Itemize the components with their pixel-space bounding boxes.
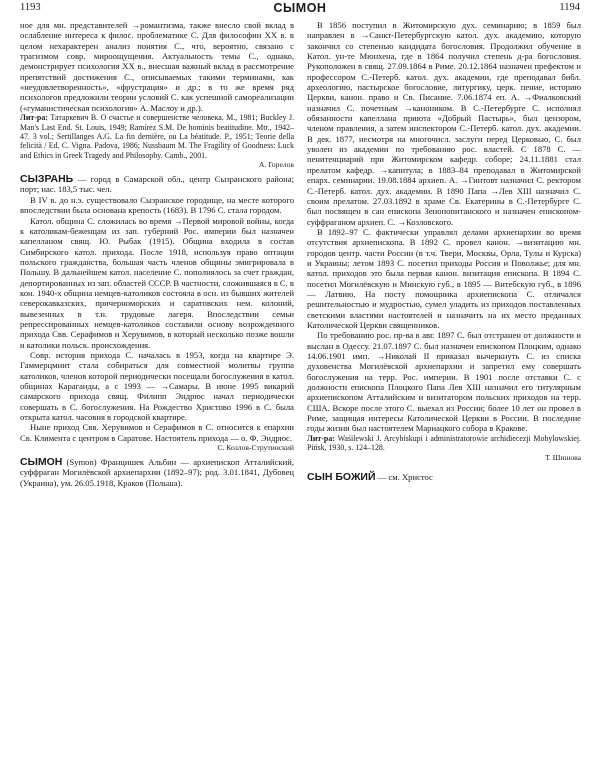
literature-text: Waśilewski J. Arcybiskupi i administratorowie archidiecezji Mohylowskiej. Pińsk, 1930, s. 124–128. <box>307 433 581 453</box>
paragraph: В IV в. до н.э. существовало Сызранское городище, на месте которого впоследствии была основана крепость (1683). В 1796 С. стала городом. <box>20 194 294 216</box>
author-signature: А. Горелов <box>258 160 294 170</box>
left-column <box>20 20 294 488</box>
entry-headword: СЫН БОЖИЙ <box>307 470 376 483</box>
paragraph: В 1892–97 С. фактически управлял делами архиепархии во время отсутствия архиепископа. В 1892 С. провел канон. →визитацию мн. городов центр. части России (в т.ч. Твери, Москвы, Орла, Тулы и Курска) и Украины; летом 1893 С. посетил приходы Россия и Поволжье; для мн. катол. приходов это была первая канон. визитация епископа. В 1894 С. посетил Могилёвскую и Минскую губ., в 1895 — Витебскую губ., в 1896 — Латвию. На посту помощника архиепископа С. отличался решительностью и мудростью, сумел уладить из приходов поставленных светскими властями настоятелей и назначить на их место преданных Католической Церкви священников. <box>307 226 581 330</box>
paragraph: Совр. история прихода С. началась в 1953, когда на квартире Э. Гаммерцмиит стала собираться для совместной молитвы группа католиков, членов которой периодически посещали богослужения в катол. общинах Караганды, а с 1993 — →Самары. В июне 1995 викарий самарского прихода свящ. Филипп Эндрюс начал периодически совершать в С. богослужения. На Рождество Христово 1996 в С. была открыта катол. часовня в городской квартире. <box>20 349 294 423</box>
author-signature: С. Козлов-Струтинский <box>217 443 294 453</box>
entry-symon <box>20 457 294 488</box>
entry-syn-bozhiy <box>307 472 581 482</box>
author-signature: Т. Шишова <box>545 452 581 462</box>
entry-definition: (Symon) Францишек Альбин — архиепископ Атталийский, суффраган Могилёвской архиепархии (1892–97); род. 3.01.1841, Дубовец (Украина), ум. 26.05.1918, Краков (Польша). <box>20 457 294 488</box>
paragraph: По требованию рос. пр-ва в авг. 1897 С. был отстранен от должности и выслан в Одессу. 21.07.1897 С. был назначен епископом Плоцким, однако 14.06.1901 имп. →Николай II приказал вычеркнуть С. из списка духовенства Могилёвской архиепархии и запретил ему совершать богослужения на терр. Рос. империи. В 1901 после отставки С. с должности епископа Плоцкого Папа Лев XIII назначил его титулярным архиепископом Атталийским и визитатором польских приходов на терр. США. Вскоре после этого С. выехал из России; более 10 лет он провел в Риме, защищая интересы Католической Церкви в России. В последние годы жизни был настоятелем Мариацкого собора в Кракове. <box>307 330 581 434</box>
right-column <box>307 20 581 482</box>
running-head: СЫМОН <box>273 1 327 15</box>
paragraph: Катол. община С. сложилась во время →Первой мировой войны, когда к католикам-беженцам из зап. губерний Рос. империи был назначен капелланом свящ. Ю. Рыбак (1915). Община входила в состав Симбирского катол. прихода. После 1918, используя право оптации польского гражданства, большая часть членов общины эмигрировала в Польшу. В дальнейшем катол. население С. пополнялось за счет граждан, депортированных из зап. областей СССР. В частности, сложившаяся в С. в кон. 1940-х община немцев-католиков состояла в осн. из бывших жителей северокавказских, причерноморских и саратовских нем. колоний, вывезенных в т.н. трудовые лагеря. Впоследствии семьи репрессированных немцев-католиков составили основу возрожденного прихода Свв. Серафимов и Херувимов, в который несколько позже вошли и католики польск. происхождения. <box>20 215 294 350</box>
literature-list <box>307 434 581 453</box>
page-number-right: 1194 <box>559 2 580 13</box>
paragraph: В 1856 поступил в Житомирскую дух. семинарию; в 1859 был направлен в →Санкт-Петербургскую катол. дух. академию, которую закончил со степенью кандидата богословия. Продолжил обучение в Катол. ун-те Мюнхена, где в 1864 получил степень д-ра богословия. Рукоположен в свящ. 27.09.1864 в Риме. 20.12.1864 назначен префектом и профессором С.-Петерб. катол. дух. академии, где преподавал библ. археологию, пастырское богословие, литургику, церк. пение, историю Церкви, канон. право и Св. Писание. 7.06.1874 еп. А. →Фиалковский назначил С. почетным →каноником. В С.-Петербурге С. исполнял обязанности капеллана приюта «Добрый Пастырь», был цензором, членом правления, а затем инспектором С.-Петерб. катол. дух. академии. В дек. 1877, несмотря на многочисл. заслуги перед Церковью, С. был уволен из академии по требованию рос. властей. С 1878 С. — пенитенциарий при Житомирском кафедр. соборе; 24.11.1881 стал прелатом кафедр. →капитула; в 1883–84 преподавал в Житомирской епарх. семинарии. 19.08.1884 архиеп. А. →Гинтовт назначил С. ректором С.-Петерб. катол. дух. академии. В 1890 Папа →Лев XIII назначил С. своим прелатом. 27.03.1892 в храме Св. Екатерины в С.-Петербурге С. был посвящен в сан епископа Зенопопитанского и назначен епископом-суффраганом архиеп. С. →Козловского. <box>307 20 581 227</box>
paragraph: Ныне приход Свв. Херувимов и Серафимов в С. относится к епархии Св. Климента с центром в Саратове. Настоятель прихода — о. Ф. Эндрюс. <box>20 422 294 443</box>
literature-label: Лит-ра: <box>307 433 335 443</box>
literature-list <box>20 113 294 160</box>
literature-text: Татаркевич В. О счастье и совершенстве человека. М., 1981; Buckley J. Man's Last End. St. Louis, 1949; Ramírez S.M. De hominis beatitudine. Mtr., 1942–47. 3 vol.; Sertillanges A.G. La fin dernière, ou La béatitude. P., 1951; Teorie della felicità / Ed. C. Vigna. Padova, 1986; Nussbaum M. The Fragility of Goodness: Luck and Ethics in Greek Tragedy and Philosophy. Camb., 2001. <box>20 113 294 160</box>
literature-label: Лит-ра: <box>20 113 48 123</box>
entry-definition: — см. Христос <box>375 471 433 482</box>
entry-definition: — город в Самарской обл., центр Сызранского района; порт; нас. 183,5 тыс. чел. <box>20 174 294 195</box>
entry-syzran <box>20 174 294 195</box>
page-number-left: 1193 <box>20 2 41 13</box>
entry-headword: СЫЗРАНЬ <box>20 173 74 186</box>
page-header <box>0 0 600 16</box>
entry-headword: СЫМОН <box>20 456 63 469</box>
paragraph: ное для мн. представителей →романтизма, также внесло свой вклад в ослабление интереса к филос. проблематике С. Для философии XX в. в целом нехарактерен анализ понятия С., что, вероятно, связано с трагизмом совр. мироощущения. Актуальность темы С., однако, демонстрирует психология XX в., внесшая важный вклад в рассмотрение препятствий достижения С., описываемых такими терминами, как «неудовлетворенность», «фрустрация» и др.; в то же время ряд психологов предложили теории условий С. как успешной самореализации («гуманистическая психология» А. Маслоу и др.). <box>20 20 294 113</box>
